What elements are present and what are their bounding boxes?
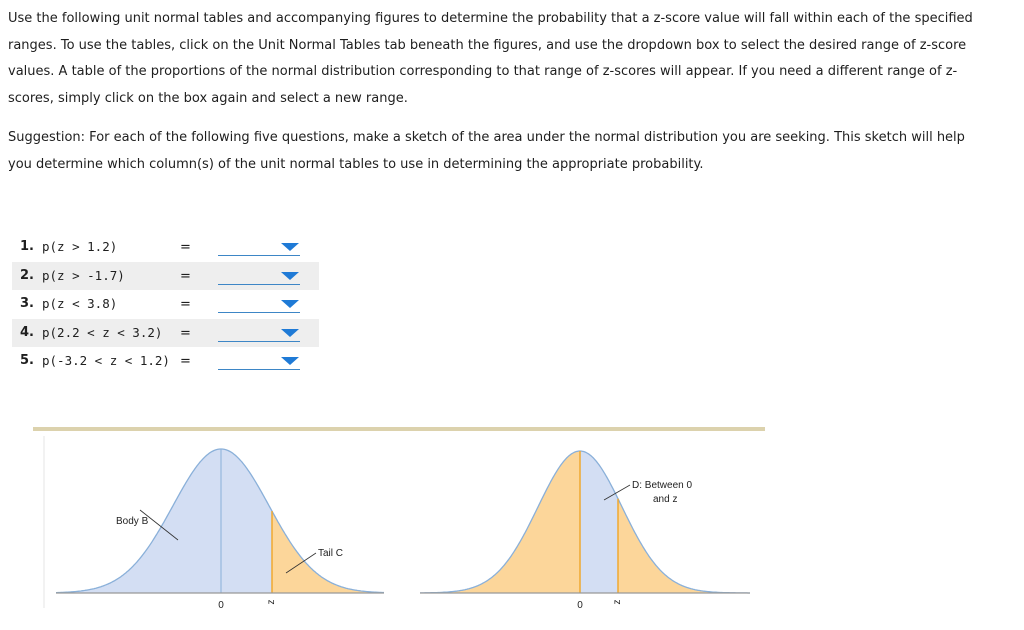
question-expression: p(2.2 < z < 3.2): [42, 324, 163, 340]
suggestion-paragraph: [8, 125, 1008, 178]
question-number: 1.: [20, 239, 34, 254]
tick-zero-label: 0: [577, 600, 583, 611]
figure-divider: [33, 427, 765, 431]
chevron-down-icon[interactable]: [281, 329, 299, 337]
question-expression: p(z < 3.8): [42, 296, 118, 311]
body-b-label: Body B: [116, 516, 149, 527]
dropdown-underline: [218, 369, 300, 370]
suggestion-line: you determine which column(s) of the unit normal tables to use in determining the appropriate probability.: [8, 156, 704, 172]
question-row: [12, 262, 319, 291]
chevron-down-icon[interactable]: [281, 243, 299, 251]
tail-c-label: Tail C: [318, 548, 344, 559]
answer-dropdown[interactable]: [218, 237, 300, 256]
question-number: 5.: [20, 353, 34, 368]
question-row: [12, 319, 319, 348]
equals-sign: =: [180, 240, 191, 255]
tick-zero-label: 0: [218, 600, 224, 611]
dropdown-underline: [218, 284, 300, 285]
dropdown-underline: [218, 255, 300, 256]
dropdown-underline: [218, 341, 300, 342]
question-number: 4.: [20, 324, 34, 340]
tick-z-label: z: [266, 599, 277, 605]
instruction-line: ranges. To use the tables, click on the Unit Normal Tables tab beneath the figures, and use the dropdown box to select the desired range of z-score: [8, 37, 967, 53]
tick-z-label: z: [612, 599, 623, 605]
question-number: 2.: [20, 267, 34, 283]
question-row: [12, 233, 319, 262]
chevron-down-icon[interactable]: [281, 357, 299, 365]
normal-curve-body-tail-figure: [40, 436, 390, 616]
question-expression: p(-3.2 < z < 1.2): [42, 353, 170, 368]
equals-sign: =: [180, 268, 191, 284]
instruction-line: values. A table of the proportions of the normal distribution corresponding to that range of z-scores will appear. If you need a different range of z-: [8, 64, 958, 79]
answer-dropdown[interactable]: [218, 323, 300, 342]
question-number: 3.: [20, 296, 34, 311]
question-table: [12, 233, 319, 376]
instruction-line: scores, simply click on the box again and select a new range.: [8, 90, 408, 106]
instruction-line: Use the following unit normal tables and accompanying figures to determine the probability that a z-score value will fall within each of the specified: [8, 11, 973, 26]
between-label-line1: D: Between 0: [632, 480, 693, 491]
answer-dropdown[interactable]: [218, 351, 300, 370]
question-expression: p(z > -1.7): [42, 267, 125, 283]
answer-dropdown[interactable]: [218, 266, 300, 285]
chevron-down-icon[interactable]: [281, 272, 299, 280]
normal-curve-between-figure: [410, 436, 760, 616]
equals-sign: =: [180, 297, 191, 312]
between-label-line2: and z: [653, 494, 678, 505]
instructions-paragraph: [8, 6, 1008, 112]
question-row: [12, 347, 319, 376]
tail-area: [618, 499, 750, 593]
chevron-down-icon[interactable]: [281, 300, 299, 308]
question-expression: p(z > 1.2): [42, 239, 118, 254]
equals-sign: =: [180, 325, 191, 341]
equals-sign: =: [180, 354, 191, 369]
answer-dropdown[interactable]: [218, 294, 300, 313]
question-row: [12, 290, 319, 319]
dropdown-underline: [218, 312, 300, 313]
suggestion-line: Suggestion: For each of the following five questions, make a sketch of the area under the normal distribution you are seeking. This sketch will help: [8, 130, 965, 145]
between-area: [580, 451, 618, 593]
